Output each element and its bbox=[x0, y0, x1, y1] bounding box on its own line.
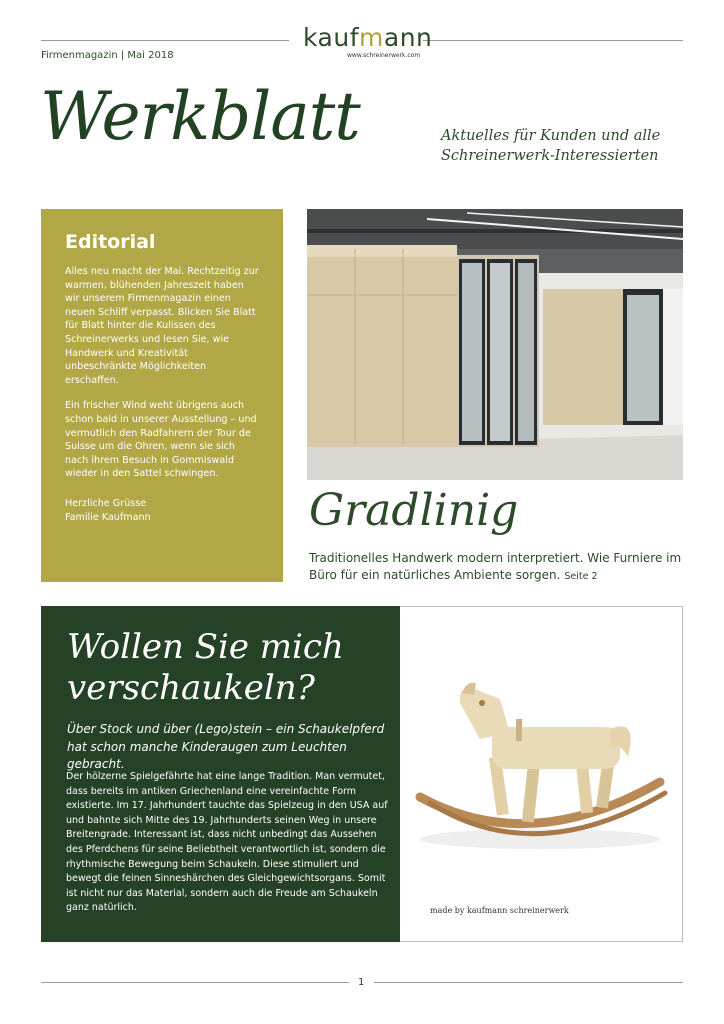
footer-rule-left bbox=[41, 982, 349, 983]
story-teaser: Traditionelles Handwerk modern interpretiert. Wie Furniere im Büro für ein natürliches Ambiente sorgen. Seite 2 bbox=[309, 551, 682, 582]
office-photo bbox=[307, 209, 683, 480]
feature-body: Der hölzerne Spielgefährte hat eine lange Tradition. Man vermutet, dass bereits im antiken Griechenland eine vereinfachte Form existierte. Im 17. Jahrhundert tauchte das Spielzeug in den USA auf und bahnte sich Mitte des 19. Jahrhunderts seinen Weg in unsere Breitengrade. Interessant ist, dass nicht unbedingt das Aussehen des Pferdchens für seine Beliebtheit verantwortlich ist, sondern die rhythmische Bewegung beim Schaukeln. Diese stimuliert und bewegt die feinen Sinneshärchen des Gleichgewichtsorgans. Somit ist nicht nur das Material, sondern auch die Freude am Schaukeln ganz natürlich. bbox=[66, 771, 388, 914]
logo-url: www.schreinerwerk.com bbox=[347, 52, 421, 59]
feature-title: Wollen Sie mich verschaukeln? bbox=[67, 627, 344, 708]
rocking-horse-photo bbox=[400, 606, 683, 942]
issue-label: Firmenmagazin | Mai 2018 bbox=[41, 50, 174, 61]
story-headline: Gradlinig bbox=[309, 485, 519, 536]
editorial-signoff: Herzliche Grüsse Familie Kaufmann bbox=[65, 497, 151, 523]
magazine-title: Werkblatt bbox=[40, 78, 360, 155]
header-rule-right bbox=[423, 40, 683, 41]
kaufmann-logo: kaufmann bbox=[303, 23, 433, 52]
magazine-subtitle: Aktuelles für Kunden und alle Schreinerwerk-Interessierten bbox=[441, 128, 661, 164]
page-number: 1 bbox=[358, 977, 365, 988]
header-rule-left bbox=[41, 40, 289, 41]
editorial-heading: Editorial bbox=[65, 231, 156, 253]
footer-rule-right bbox=[374, 982, 683, 983]
photo-credit: made by kaufmann schreinerwerk bbox=[430, 906, 569, 915]
feature-lead: Über Stock und über (Lego)stein – ein Schaukelpferd hat schon manche Kinderaugen zum Leuchten gebracht. bbox=[67, 722, 385, 771]
page-reference[interactable]: Seite 2 bbox=[564, 571, 598, 582]
editorial-box bbox=[41, 209, 283, 582]
editorial-paragraph-2: Ein frischer Wind weht übrigens auch schon bald in unserer Ausstellung – und vermutlich den Radfahrern der Tour de Suisse um die Ohren, wenn sie sich nach ihrem Besuch in Gommiswald wieder in den Sattel schwingen. bbox=[65, 400, 257, 480]
editorial-paragraph-1: Alles neu macht der Mai. Rechtzeitig zur warmen, blühenden Jahreszeit haben wir unserem Firmenmagazin einen neuen Schliff verpasst. Blicken Sie Blatt für Blatt hinter die Kulissen des Schreinerwerks und lesen Sie, wie Handwerk und Kreativität unbeschränkte Möglichkeiten erschaffen. bbox=[65, 266, 259, 386]
